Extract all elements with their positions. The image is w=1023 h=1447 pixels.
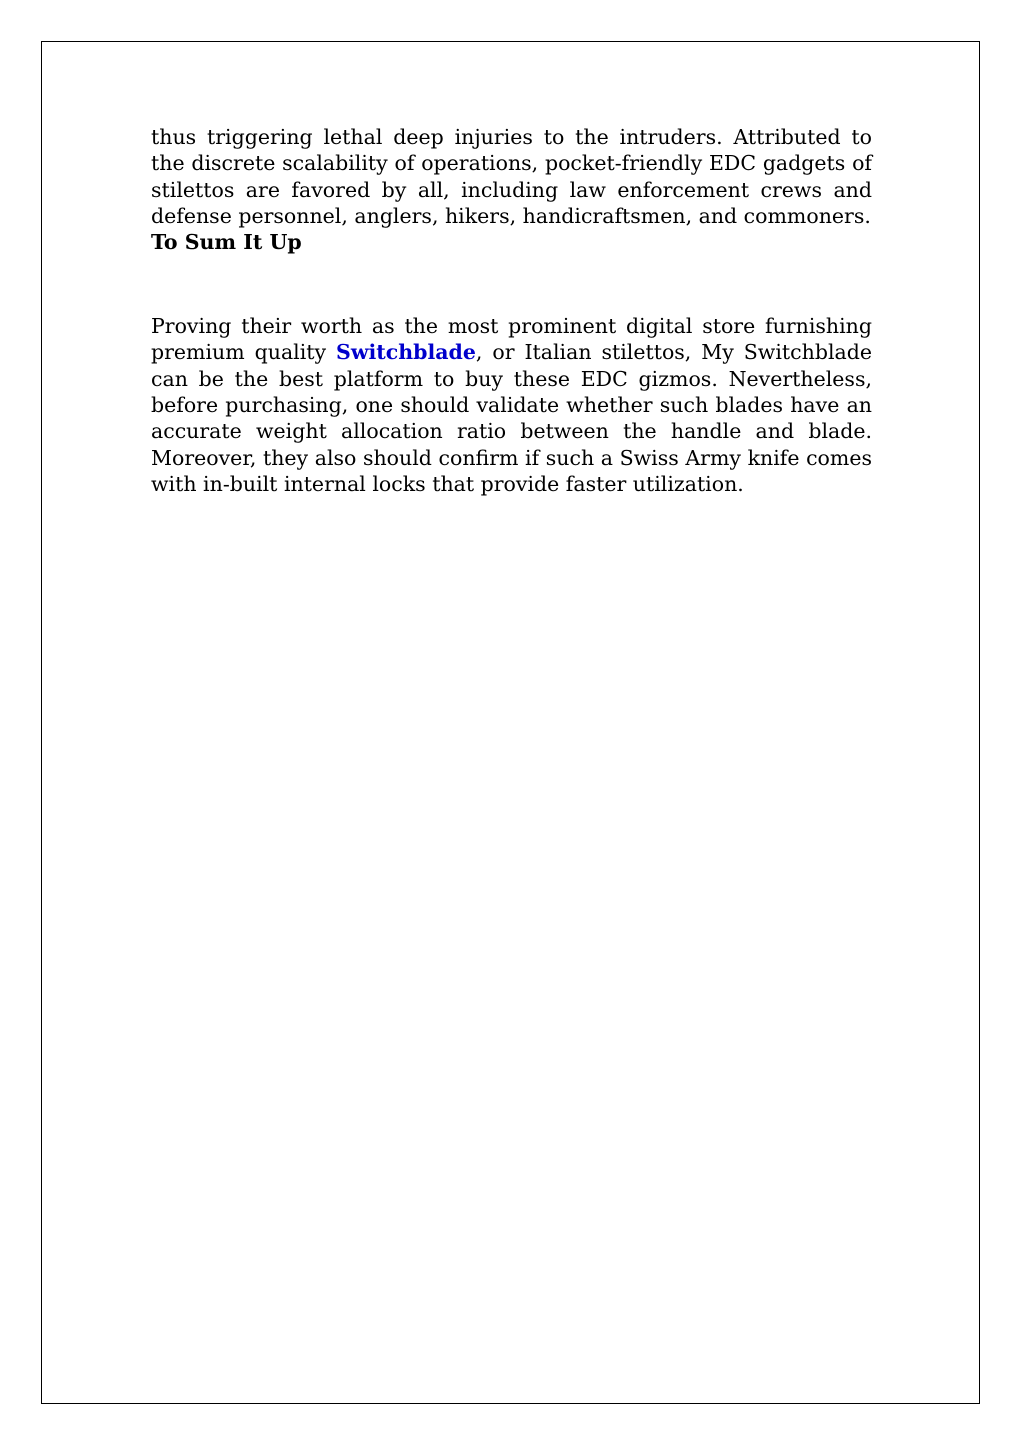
section-heading: To Sum It Up [151,230,302,255]
paragraph-summary-start: Proving their worth as the most prominent digital store furnishing premium quality [151,314,872,365]
paragraph-summary [151,313,872,497]
paragraph-intro: thus triggering lethal deep injuries to the intruders. Attributed to the discrete scalability of operations, pocket-friendly EDC gadgets of stilettos are favored by all, including law enforcement crews and defense personnel, anglers, hikers, handicraftsmen, and commoners. [151,125,872,228]
document-body [151,124,872,497]
paragraph-summary-end: , or Italian stilettos, My Switchblade can be the best platform to buy these EDC gizmos. Nevertheless, before purchasing, one should validate whether such blades have an accurate weight allocation ratio between the handle and blade. Moreover, they also should confirm if such a Swiss Army knife comes with in-built internal locks that provide faster utilization. [151,340,872,496]
switchblade-link[interactable]: Switchblade [336,340,476,365]
